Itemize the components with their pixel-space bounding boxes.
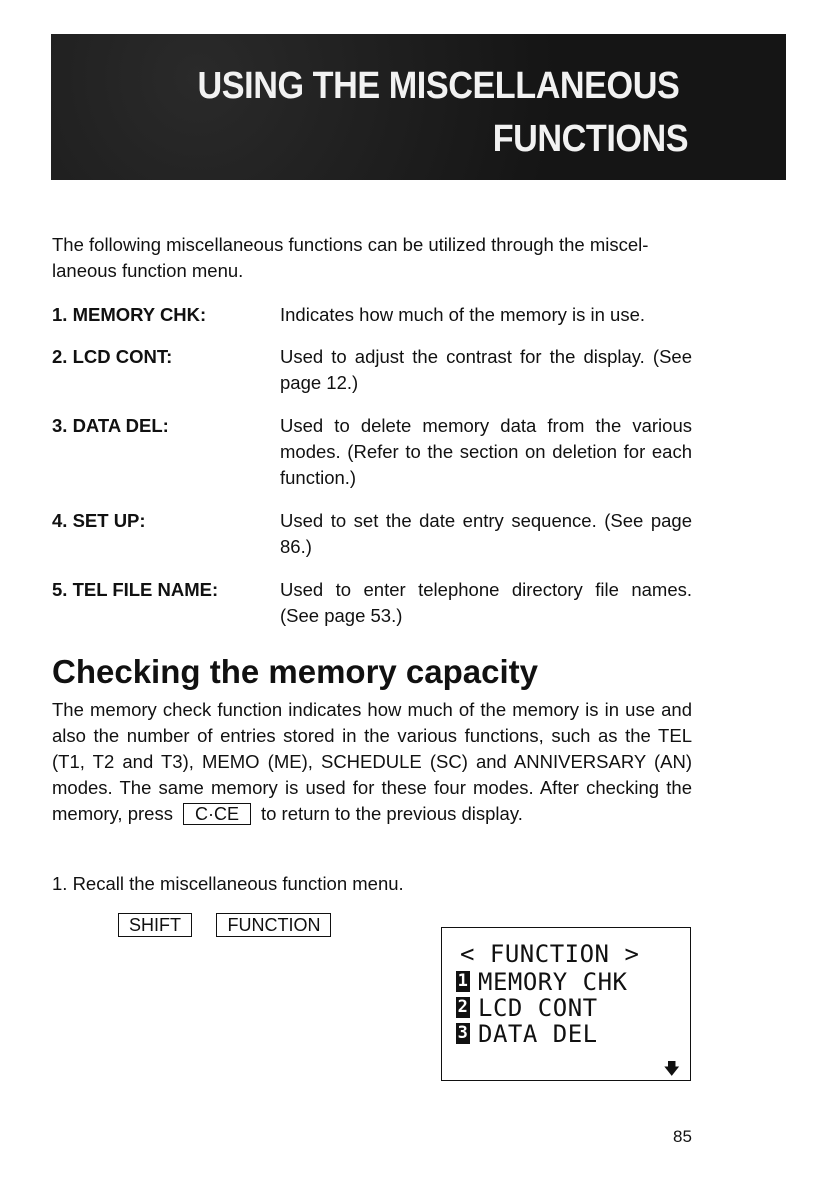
lcd-item-label: LCD CONT <box>478 994 598 1022</box>
function-term: 1. MEMORY CHK: <box>52 304 207 325</box>
paragraph-text-end: to return to the previous display. <box>260 803 523 824</box>
lcd-item-label: DATA DEL <box>478 1020 598 1048</box>
lcd-menu-item <box>456 995 598 1021</box>
chapter-title-line-2: FUNCTIONS <box>492 118 688 160</box>
lcd-item-number: 1 <box>457 970 469 991</box>
step-1: 1. Recall the miscellaneous function menu. <box>52 873 404 894</box>
lcd-menu-title: < FUNCTION > <box>460 940 640 968</box>
chapter-title-line-1: USING THE MISCELLANEOUS <box>197 65 679 107</box>
function-description: Used to delete memory data from the various modes. (Refer to the section on deletion for each function.) <box>280 415 692 488</box>
down-arrow-icon: 🡇 <box>663 1059 680 1078</box>
lcd-item-number: 3 <box>457 1022 469 1043</box>
section-paragraph <box>52 697 692 827</box>
function-key: FUNCTION <box>216 913 331 937</box>
function-term: 2. LCD CONT: <box>52 346 173 367</box>
function-term: 4. SET UP: <box>52 510 146 531</box>
function-term: 5. TEL FILE NAME: <box>52 579 219 600</box>
cce-key: C·CE <box>183 803 251 825</box>
shift-key: SHIFT <box>118 913 192 937</box>
chapter-banner <box>51 34 786 180</box>
section-title: Checking the memory capacity <box>52 653 539 690</box>
lcd-item-label: MEMORY CHK <box>478 968 628 996</box>
lcd-menu-item <box>456 1021 598 1047</box>
function-term: 3. DATA DEL: <box>52 415 169 436</box>
lcd-item-number: 2 <box>457 996 469 1017</box>
lcd-menu-item <box>456 969 628 995</box>
lcd-display <box>441 927 691 1081</box>
function-description: Used to enter telephone directory file names. (See page 53.) <box>280 579 692 626</box>
function-description: Used to adjust the contrast for the display. (See page 12.) <box>280 346 692 393</box>
page-number: 85 <box>673 1127 692 1146</box>
intro-paragraph: The following miscellaneous functions can be utilized through the miscellaneous function menu. <box>52 234 649 281</box>
paragraph-text: The memory check function indicates how much of the memory is in use and also the number of entries stored in the various functions, such as the TEL (T1, T2 and T3), MEMO (ME), SCHEDULE (SC) and ANNIVERSARY (AN) modes. The same memory is used for these four modes. After checking the memory, press <box>52 699 692 824</box>
function-description: Indicates how much of the memory is in use. <box>280 304 646 325</box>
key-sequence <box>118 913 351 937</box>
function-description: Used to set the date entry sequence. (See page 86.) <box>280 510 692 557</box>
